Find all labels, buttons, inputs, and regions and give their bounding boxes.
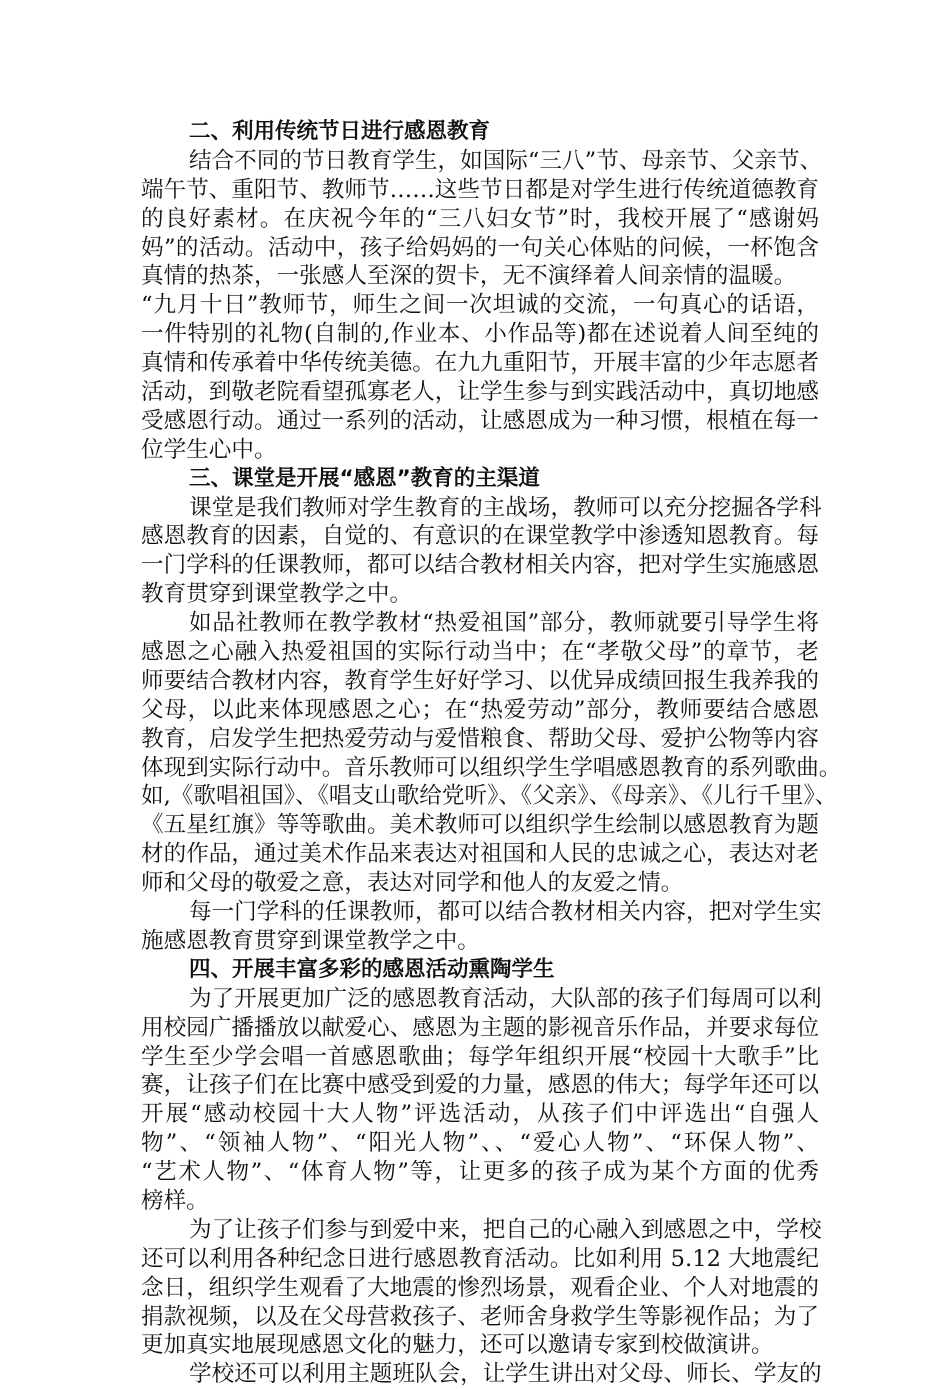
- paragraph-line: “艺术人物”、“体育人物”等，让更多的孩子成为某个方面的优秀: [141, 1159, 819, 1186]
- paragraph-line: 位学生心中。: [141, 436, 277, 463]
- paragraph-line: 一门学科的任课教师，都可以结合教材相关内容，把对学生实施感恩: [141, 552, 819, 579]
- paragraph-line: 每一门学科的任课教师，都可以结合教材相关内容，把对学生实: [189, 899, 822, 926]
- paragraph-line: 师和父母的敬爱之意，表达对同学和他人的友爱之情。: [141, 870, 684, 897]
- paragraph-line: 感恩教育的因素，自觉的、有意识的在课堂教学中渗透知恩教育。每: [141, 523, 819, 550]
- paragraph-line: 捐款视频，以及在父母营救孩子、老师舍身救学生等影视作品；为了: [141, 1303, 819, 1330]
- paragraph-line: 真情的热茶，一张感人至深的贺卡，无不演绎着人间亲情的温暖。: [141, 263, 797, 290]
- paragraph-line: 材的作品，通过美术作品来表达对祖国和人民的忠诚之心，表达对老: [141, 841, 819, 868]
- paragraph-line: 父母，以此来体现感恩之心；在“热爱劳动”部分，教师要结合感恩: [141, 696, 819, 723]
- paragraph-line: 更加真实地展现感恩文化的魅力，还可以邀请专家到校做演讲。: [141, 1332, 774, 1359]
- section-heading-3: 三、课堂是开展“感恩”教育的主渠道: [189, 465, 540, 491]
- paragraph-line: 为了让孩子们参与到爱中来，把自己的心融入到感恩之中，学校: [189, 1216, 822, 1243]
- paragraph-line: “九月十日”教师节，师生之间一次坦诚的交流，一句真心的话语，: [141, 292, 819, 319]
- paragraph-line: 物”、“领袖人物”、“阳光人物”、、“爱心人物”、“环保人物”、: [141, 1130, 819, 1157]
- document-page: [141, 118, 842, 1389]
- paragraph-line: 学生至少学会唱一首感恩歌曲；每学年组织开展“校园十大歌手”比: [141, 1043, 819, 1070]
- paragraph-line: 赛，让孩子们在比赛中感受到爱的力量，感恩的伟大；每学年还可以: [141, 1072, 819, 1099]
- paragraph-line: 施感恩教育贯穿到课堂教学之中。: [141, 927, 480, 954]
- paragraph-line: 如,《歌唱祖国》、《唱支山歌给党听》、《父亲》、《母亲》、《儿行千里》、: [141, 783, 838, 810]
- paragraph-line: 开展“感动校园十大人物”评选活动，从孩子们中评选出“自强人: [141, 1101, 819, 1128]
- paragraph-line: 榜样。: [141, 1187, 209, 1214]
- paragraph-line: 妈”的活动。活动中，孩子给妈妈的一句关心体贴的问候，一杯饱含: [141, 234, 819, 261]
- paragraph-line: 的良好素材。在庆祝今年的“三八妇女节”时，我校开展了“感谢妈: [141, 205, 819, 232]
- paragraph-line: 《五星红旗》等等歌曲。美术教师可以组织学生绘制以感恩教育为题: [141, 812, 819, 839]
- paragraph-line: 活动，到敬老院看望孤寡老人，让学生参与到实践活动中，真切地感: [141, 379, 819, 406]
- paragraph-line: 受感恩行动。通过一系列的活动，让感恩成为一种习惯，根植在每一: [141, 407, 819, 434]
- paragraph-line: 念日，组织学生观看了大地震的惨烈场景，观看企业、个人对地震的: [141, 1274, 819, 1301]
- paragraph-line: 教育贯穿到课堂教学之中。: [141, 581, 413, 608]
- paragraph-line: 为了开展更加广泛的感恩教育活动，大队部的孩子们每周可以利: [189, 985, 822, 1012]
- section-heading-2: 二、利用传统节日进行感恩教育: [189, 119, 491, 144]
- paragraph-line: 真情和传承着中华传统美德。在九九重阳节，开展丰富的少年志愿者: [141, 350, 819, 377]
- paragraph-line: 教育，启发学生把热爱劳动与爱惜粮食、帮助父母、爱护公物等内容: [141, 725, 819, 752]
- paragraph-line: 结合不同的节日教育学生，如国际“三八”节、母亲节、父亲节、: [189, 147, 823, 174]
- paragraph-line: 体现到实际行动中。音乐教师可以组织学生学唱感恩教育的系列歌曲。: [141, 754, 842, 781]
- paragraph-line: 如品社教师在教学教材“热爱祖国”部分，教师就要引导学生将: [189, 610, 819, 637]
- paragraph-line: 端午节、重阳节、教师节……这些节日都是对学生进行传统道德教育: [141, 176, 819, 203]
- paragraph-line: 课堂是我们教师对学生教育的主战场，教师可以充分挖掘各学科: [189, 494, 822, 521]
- paragraph-line: 还可以利用各种纪念日进行感恩教育活动。比如利用 5.12 大地震纪: [141, 1245, 819, 1272]
- paragraph-line: 感恩之心融入热爱祖国的实际行动当中；在“孝敬父母”的章节，老: [141, 639, 819, 666]
- paragraph-line: 学校还可以利用主题班队会，让学生讲出对父母、师长、学友的: [189, 1361, 822, 1388]
- section-heading-4: 四、开展丰富多彩的感恩活动熏陶学生: [189, 956, 555, 982]
- paragraph-line: 用校园广播播放以献爱心、感恩为主题的影视音乐作品，并要求每位: [141, 1014, 819, 1041]
- paragraph-line: 一件特别的礼物(自制的,作业本、小作品等)都在述说着人间至纯的: [141, 321, 819, 348]
- paragraph-line: 师要结合教材内容，教育学生好好学习、以优异成绩回报生我养我的: [141, 667, 819, 694]
